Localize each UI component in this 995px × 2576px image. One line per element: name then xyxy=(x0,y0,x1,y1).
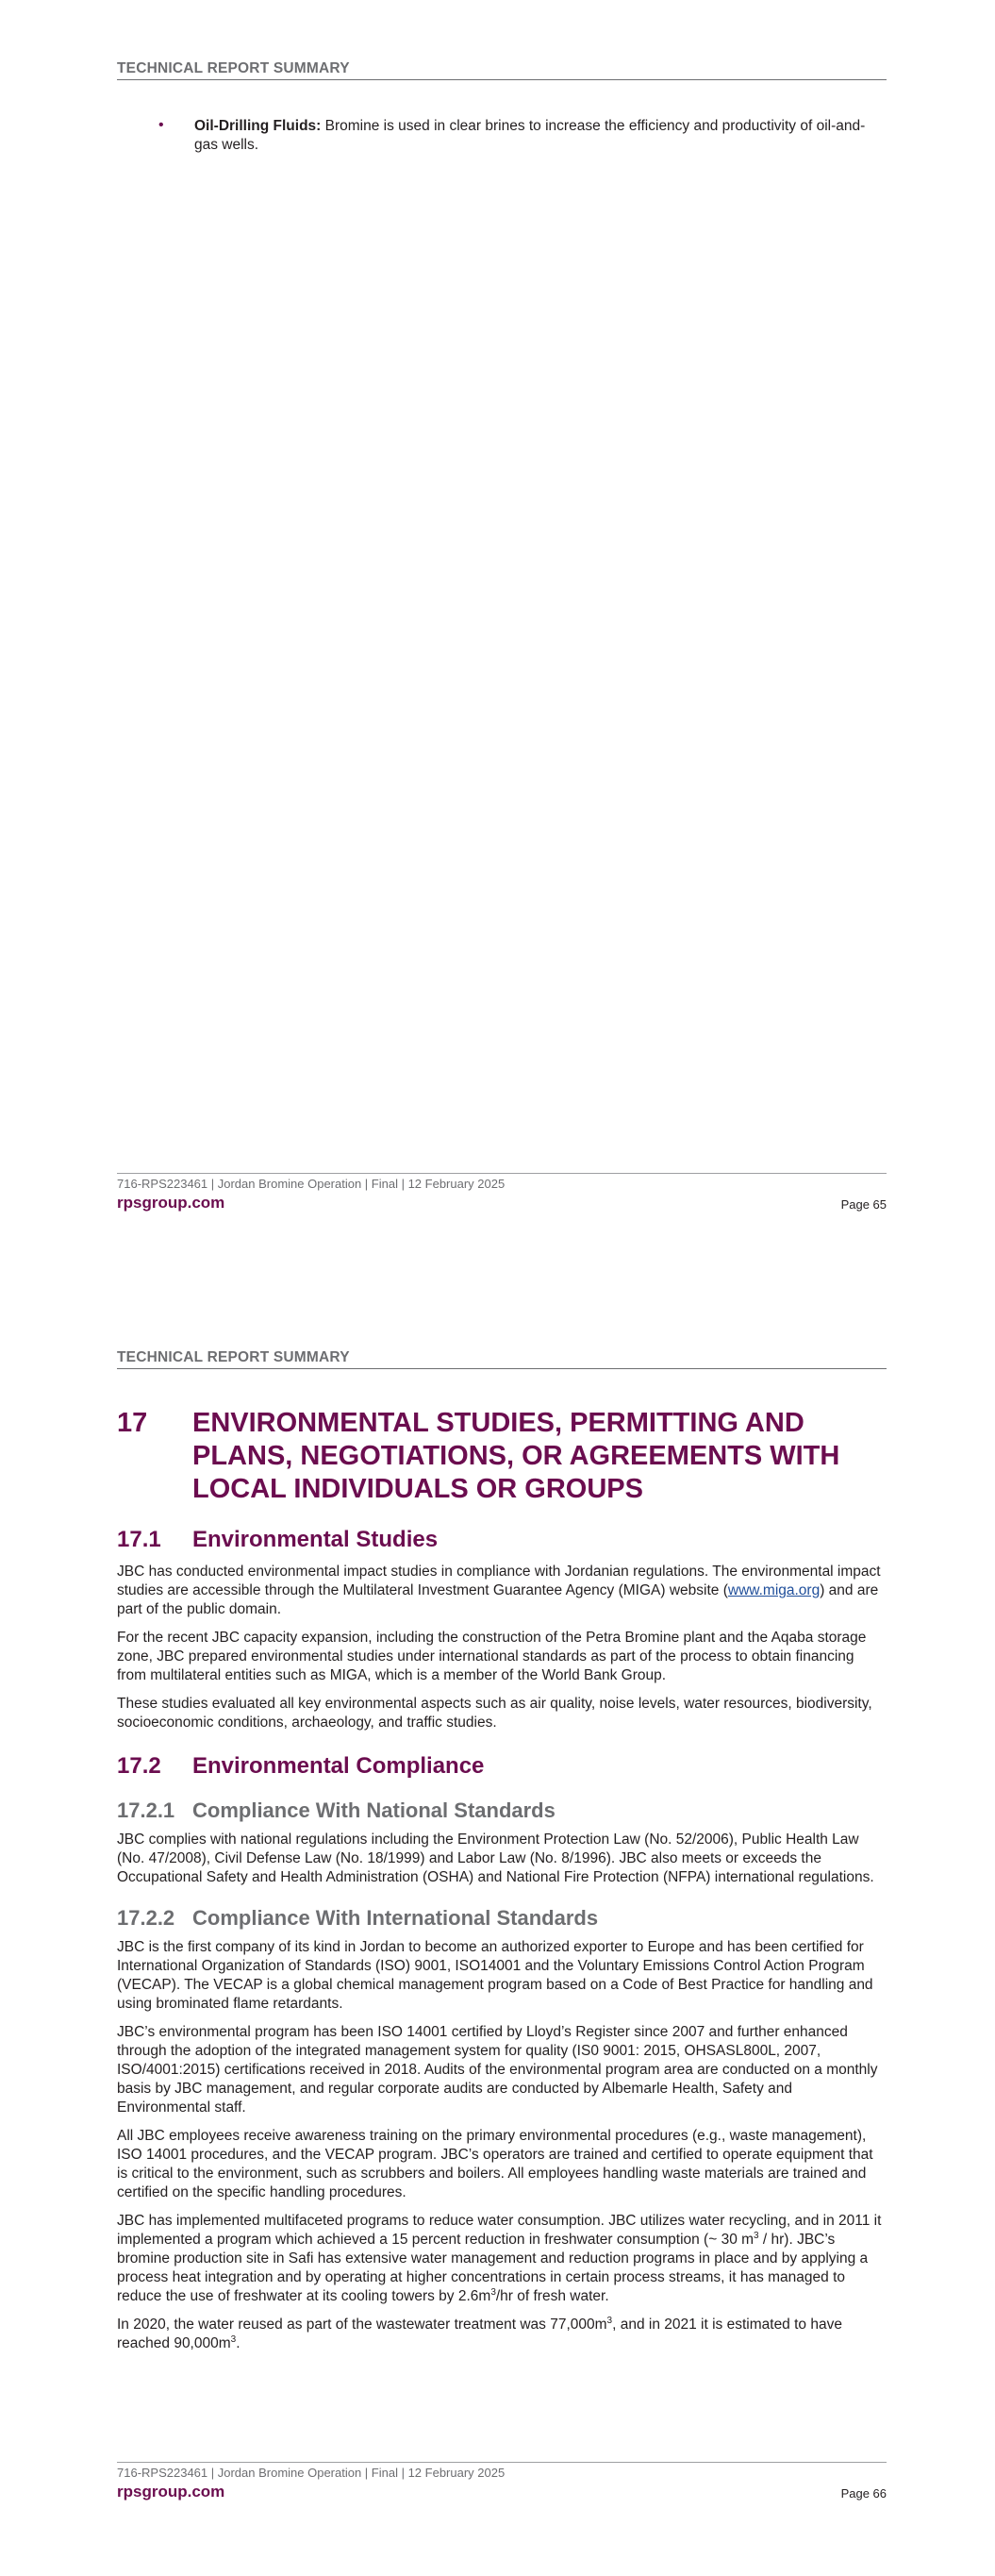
subsection-title: Environmental Compliance xyxy=(192,1753,485,1779)
paragraph: JBC is the first company of its kind in Jordan to become an authorized exporter to Europe and has been certified for International Organization of Standards (ISO) 9001, ISO14001 and the Voluntary Emissions Control Action Program (VECAP). The VECAP is a global chemical management program based on a Code of Best Practice for handling and using brominated flame retardants. xyxy=(117,1939,873,2012)
paragraph-text: . xyxy=(236,2335,240,2351)
subsection-number: 17.1 xyxy=(117,1527,161,1552)
section-title: ENVIRONMENTAL STUDIES, PERMITTING AND PLANS, NEGOTIATIONS, OR AGREEMENTS WITH LOCAL INDIVIDUALS OR GROUPS xyxy=(192,1408,840,1504)
footer-meta: 716-RPS223461 | Jordan Bromine Operation | Final | 12 February 2025 xyxy=(117,1177,506,1191)
paragraph: JBC complies with national regulations including the Environment Protection Law (No. 52/2006), Public Health Law (No. 47/2008), Civil Defense Law (No. 18/1999) and Labor Law (No. 8/1996). JBC also meets or exceeds the Occupational Safety and Health Administration (OSHA) and National Fire Protection (NFPA) international regulations. xyxy=(117,1832,874,1885)
paragraph-text: JBC has implemented multifaceted programs to reduce water consumption. JBC utilizes water recycling, and in 2011 it implemented a program which achieved a 15 percent reduction in freshwater consumption (~ 30 m xyxy=(117,2213,882,2248)
section-number: 17 xyxy=(117,1408,148,1438)
section-17-1-heading xyxy=(117,1527,887,1553)
paragraph xyxy=(117,2212,887,2306)
footer-brand-link[interactable]: rpsgroup.com xyxy=(117,1194,225,1212)
section-17-2-heading xyxy=(117,1753,887,1780)
paragraph-text: JBC has conducted environmental impact studies in compliance with Jordanian regulations. The environmental impact studies are accessible through the Multilateral Investment Guarantee Agency (MIGA) website ( xyxy=(117,1564,881,1598)
page-number: Page 66 xyxy=(840,2486,887,2501)
bullet-text: Bromine is used in clear brines to increase the efficiency and productivity of oil-and-gas wells. xyxy=(194,118,866,153)
superscript: 3 xyxy=(230,2333,237,2345)
paragraph-text: / hr). JBC’s bromine production site in Safi has extensive water management and reduction programs in place and by applying a process heat integration and by operating at higher concentrations in certain process streams, it has managed to reduce the use of freshwater at its cooling towers by 2.6m xyxy=(117,2232,869,2304)
subsection-number: 17.2 xyxy=(117,1753,161,1779)
superscript: 3 xyxy=(490,2286,496,2298)
page-65-body xyxy=(117,117,887,155)
section-17-2-2-heading xyxy=(117,1906,887,1931)
section-17-2-1-heading xyxy=(117,1798,887,1823)
subsubsection-title: Compliance With National Standards xyxy=(192,1798,556,1822)
superscript: 3 xyxy=(606,2315,613,2326)
bullet-dot-icon: • xyxy=(158,117,164,133)
paragraph-text: ) and are part of the public domain. xyxy=(117,1582,879,1617)
page-number: Page 65 xyxy=(840,1197,887,1212)
miga-link[interactable]: www.miga.org xyxy=(727,1582,821,1598)
subsubsection-number: 17.2.2 xyxy=(117,1906,175,1930)
paragraph: JBC’s environmental program has been ISO 14001 certified by Lloyd’s Register since 2007 and further enhanced through the adoption of the integrated management system for quality (IS0 9001: 2015, OHSASL800L, 2007, ISO/4001:2015) certifications received in 2018. Audits of the environmental program area are conducted on a monthly basis by JBC management, and regular corporate audits are conducted by Albemarle Health, Safety and Environmental staff. xyxy=(117,2024,878,2116)
paragraph xyxy=(117,2316,887,2353)
footer-brand-link[interactable]: rpsgroup.com xyxy=(117,2483,225,2501)
subsubsection-title: Compliance With International Standards xyxy=(192,1906,599,1930)
paragraph: For the recent JBC capacity expansion, including the construction of the Petra Bromine plant and the Aqaba storage zone, JBC prepared environmental studies under international standards as part of the process to obtain financing from multilateral entities such as MIGA, which is a member of the World Bank Group. xyxy=(117,1630,867,1683)
bullet-label: Oil-Drilling Fluids: xyxy=(194,118,322,134)
superscript: 3 xyxy=(754,2230,759,2241)
paragraph: All JBC employees receive awareness training on the primary environmental procedures (e.g., waste management), ISO 14001 procedures, and the VECAP program. JBC’s operators are trained and certified to operate equipment that is critical to the environment, such as scrubbers and boilers. All employees handling waste materials are trained and certified on the specific handling procedures. xyxy=(117,2128,873,2200)
page-66-body xyxy=(117,1407,887,2363)
subsubsection-number: 17.2.1 xyxy=(117,1798,175,1822)
paragraph-text: In 2020, the water reused as part of the wastewater treatment was 77,000m xyxy=(117,2317,607,2333)
page-66 xyxy=(0,1288,995,2576)
paragraph: These studies evaluated all key environmental aspects such as air quality, noise levels, water resources, biodiversity, socioeconomic conditions, archaeology, and traffic studies. xyxy=(117,1696,872,1731)
subsection-title: Environmental Studies xyxy=(192,1527,439,1552)
footer-meta: 716-RPS223461 | Jordan Bromine Operation | Final | 12 February 2025 xyxy=(117,2466,506,2480)
paragraph-text: /hr of fresh water. xyxy=(495,2288,609,2304)
running-header: TECHNICAL REPORT SUMMARY xyxy=(117,60,887,80)
running-header: TECHNICAL REPORT SUMMARY xyxy=(117,1349,887,1369)
section-17-heading xyxy=(117,1407,887,1506)
paragraph xyxy=(117,1563,887,1619)
footer-rule xyxy=(117,2462,887,2463)
footer-rule xyxy=(117,1173,887,1174)
bullet-oil-drilling-fluids xyxy=(117,117,887,155)
paragraph-text: , and in 2021 it is estimated to have reached 90,000m xyxy=(117,2317,842,2351)
